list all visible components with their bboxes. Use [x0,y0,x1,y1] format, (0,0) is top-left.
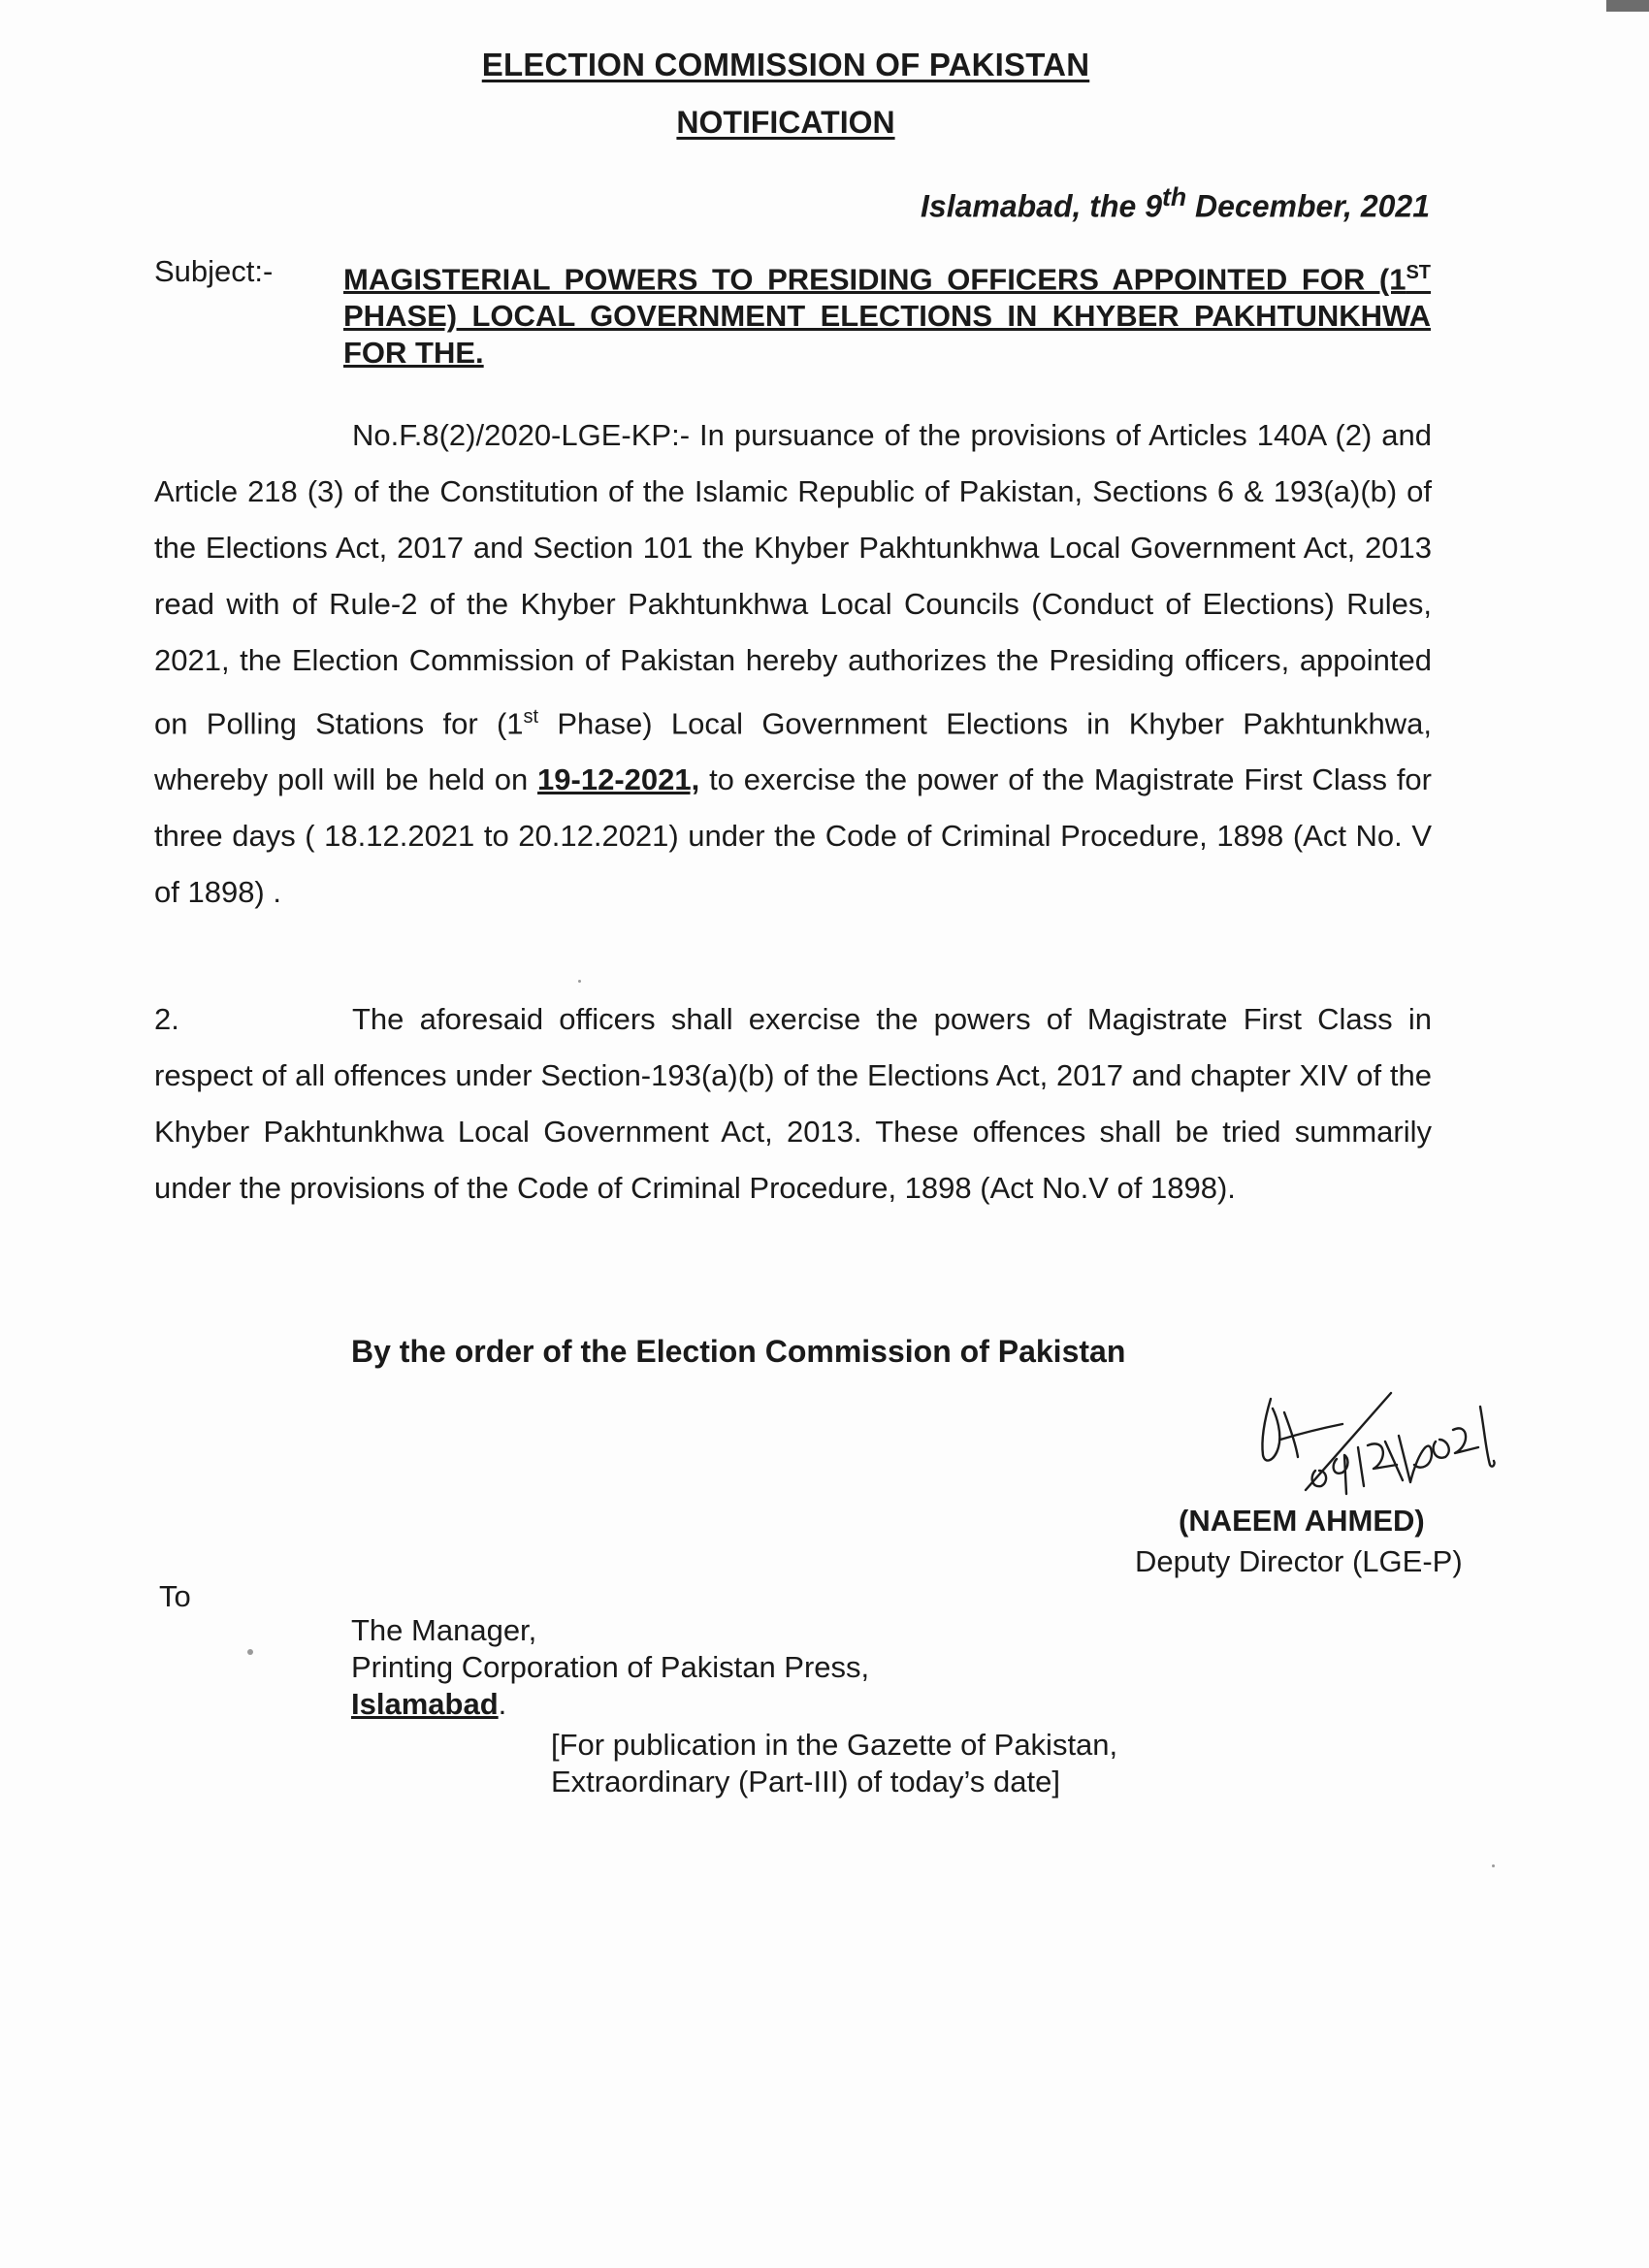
dateline-prefix: Islamabad, the 9 [921,188,1162,224]
scan-speck [1492,1864,1495,1867]
scan-speck [247,1649,253,1655]
order-line: By the order of the Election Commission of Pakistan [351,1334,1126,1369]
paragraph-1-part1: No.F.8(2)/2020-LGE-KP:- In pursuance of the provisions of Articles 140A (2) and Article 218 (3) of the Constitution of the Islamic Republic of Pakistan, Sections 6 & 193(a)(b) of the Elections Act, 2017 and Section 101 the Khyber Pakhtunkhwa Local Government Act, 2013 read with of Rule-2 of the Khyber Pakhtunkhwa Local Councils (Conduct of Elections) Rules, 2021, the Election Commission of Pakistan hereby authorizes the Presiding officers, appointed on Polling Stations for (1 [154,418,1432,741]
handwritten-signature [1242,1389,1504,1506]
publication-note-line-1: [For publication in the Gazette of Pakistan, [551,1728,1118,1762]
recipient-address [351,1612,869,1723]
subject-text-part2: PHASE) LOCAL GOVERNMENT ELECTIONS IN KHYBER PAKHTUNKHWA FOR THE. [343,299,1431,371]
signatory-name: (NAEEM AHMED) [1179,1504,1425,1538]
scan-edge-mark [1606,0,1649,12]
paragraph-2 [154,991,1432,1216]
subject-text-part1: MAGISTERIAL POWERS TO PRESIDING OFFICERS APPOINTED FOR (1 [343,262,1406,297]
subject-label: Subject:- [154,254,274,288]
paragraph-1-superscript: st [523,706,539,728]
recipient-line-2: Printing Corporation of Pakistan Press, [351,1650,870,1684]
poll-date: 19-12-2021, [537,762,700,797]
paragraph-1-part3: to exercise the power of the Magistrate First Class for three days ( 18.12.2021 to 20.12.2021) under the Code of Criminal Procedure, 1898 (Act No. V of 1898) . [154,762,1432,910]
publication-note-line-2: Extraordinary (Part-III) of today’s date] [551,1765,1060,1798]
organization-heading: ELECTION COMMISSION OF PAKISTAN [481,47,1090,82]
notification-heading: NOTIFICATION [676,105,895,140]
paragraph-2-number: 2. [154,1002,179,1036]
scan-speck [578,980,581,983]
publication-note [551,1727,1117,1800]
subject-superscript: ST [1406,262,1431,283]
dateline-superscript: th [1161,182,1187,211]
signature-date: 09/12/2021 [1436,1497,1446,1499]
subject-text [343,254,1431,372]
recipient-city-suffix: . [498,1687,507,1721]
dateline-suffix: December, 2021 [1186,188,1430,224]
signatory-title: Deputy Director (LGE-P) [1135,1544,1463,1578]
paragraph-1 [154,407,1432,921]
dateline [921,182,1430,225]
to-label: To [159,1579,191,1613]
paragraph-2-text: The aforesaid officers shall exercise the powers of Magistrate First Class in respect of all offences under Section-193(a)(b) of the Elections Act, 2017 and chapter XIV of the Khyber Pakhtunkhwa Local Government Act, 2013. These offences shall be tried summarily under the provisions of the Code of Criminal Procedure, 1898 (Act No.V of 1898). [154,1002,1432,1205]
recipient-line-1: The Manager, [351,1613,537,1647]
paragraph-1-part2: Phase) Local Government Elections in Khyber Pakhtunkhwa, whereby poll will be held on [154,706,1432,797]
recipient-city-line [351,1686,869,1723]
recipient-city: Islamabad [351,1687,499,1721]
